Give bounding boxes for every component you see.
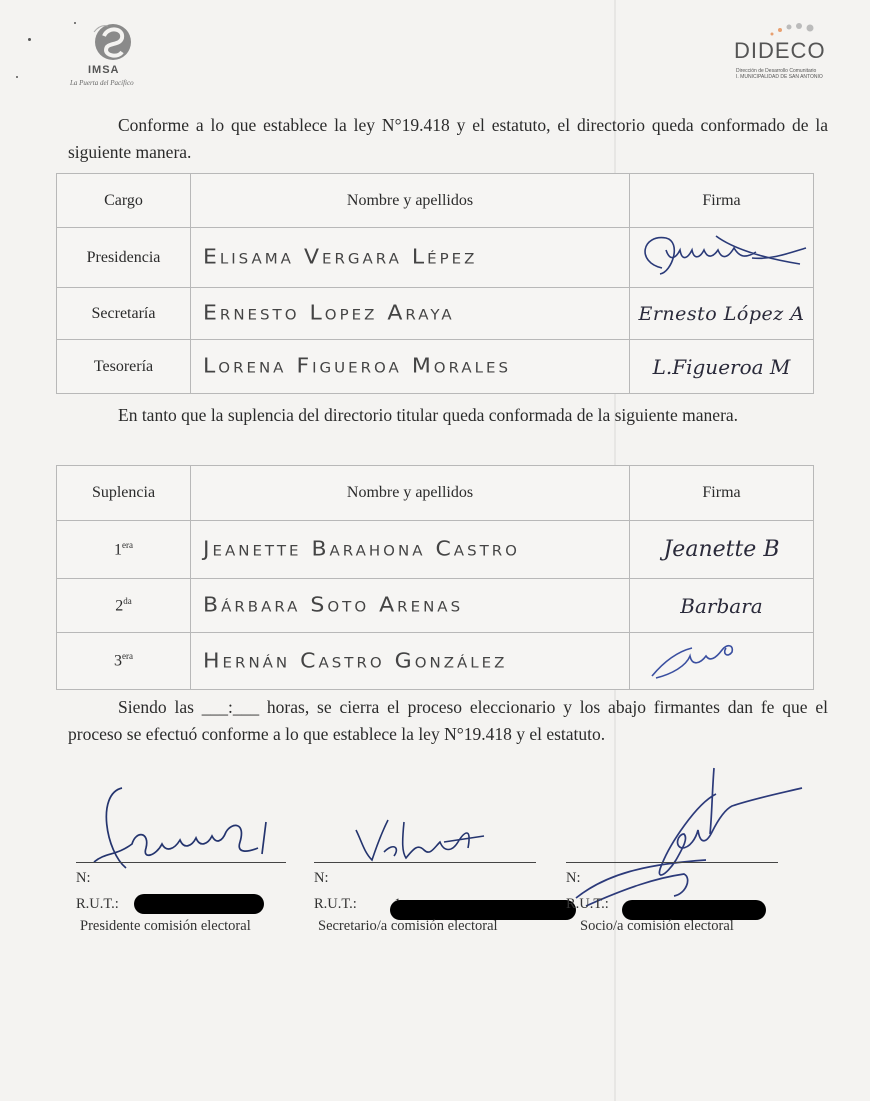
table-row xyxy=(57,521,814,579)
signature-suplente-3 xyxy=(632,634,812,684)
substitute-text: En tanto que la suplencia del directorio titular queda conformada de la siguiente manera. xyxy=(118,405,739,425)
role-cell: Presidencia xyxy=(57,228,191,288)
signature-cell xyxy=(630,288,814,340)
redaction-bar xyxy=(390,900,576,920)
col-header-cargo: Cargo xyxy=(57,174,191,228)
redaction-bar xyxy=(622,900,766,920)
signature-secretaria: Ernesto López A xyxy=(638,302,805,325)
name-cell xyxy=(191,340,630,394)
dideco-logo xyxy=(728,18,828,88)
table-row xyxy=(57,340,814,394)
role-caption: Presidente comisión electoral xyxy=(80,918,251,934)
handwritten-name: Jeanette Barahona Castro xyxy=(203,538,520,561)
order-number: 3 xyxy=(114,652,122,670)
substitute-table xyxy=(56,465,814,690)
table-row xyxy=(57,579,814,633)
order-number: 1 xyxy=(114,541,122,559)
handwritten-name: Ernesto Lopez Araya xyxy=(203,302,455,325)
signature-member xyxy=(566,764,806,914)
col-header-suplencia: Suplencia xyxy=(57,466,191,521)
signature-line xyxy=(566,862,778,863)
closing-text: Siendo las ___:___ horas, se cierra el proceso eleccionario y los abajo firmantes dan fe que el proceso se efectuó conforme a lo que establece la ley N°19.418 y el estatuto. xyxy=(68,697,828,744)
intro-paragraph xyxy=(68,112,828,166)
signature-cell xyxy=(630,228,814,288)
imsa-logo-text: IMSA xyxy=(88,64,120,76)
signature-cell xyxy=(630,633,814,690)
name-label: N: xyxy=(314,870,329,886)
col-header-name: Nombre y apellidos xyxy=(191,174,630,228)
substitute-header-row xyxy=(57,466,814,521)
signature-tesoreria: L.Figueroa M xyxy=(652,354,791,379)
name-label: N: xyxy=(566,870,581,886)
substitute-paragraph xyxy=(68,402,828,429)
name-cell xyxy=(191,633,630,690)
table-row xyxy=(57,228,814,288)
role-caption: Secretario/a comisión electoral xyxy=(318,918,498,934)
signature-suplente-2: Barbara xyxy=(680,593,763,618)
handwritten-name: Bárbara Soto Arenas xyxy=(203,594,464,617)
signature-cell xyxy=(630,579,814,633)
name-cell xyxy=(191,288,630,340)
signature-presidencia xyxy=(632,228,812,282)
imsa-swirl-icon xyxy=(90,20,136,64)
speck xyxy=(16,76,18,78)
board-header-row xyxy=(57,174,814,228)
dideco-subtitle-2: I. MUNICIPALIDAD DE SAN ANTONIO xyxy=(736,74,823,80)
signature-suplente-1: Jeanette B xyxy=(663,537,780,562)
dideco-subtitle: Dirección de Desarrollo Comunitario xyxy=(736,68,817,74)
imsa-tagline: La Puerta del Pacífico xyxy=(70,79,134,87)
rut-label: R.U.T.: xyxy=(566,896,609,912)
role-cell: Secretaría xyxy=(57,288,191,340)
name-cell xyxy=(191,228,630,288)
redaction-bar xyxy=(134,894,264,914)
signature-president xyxy=(86,782,286,872)
col-header-name: Nombre y apellidos xyxy=(191,466,630,521)
signature-secretary xyxy=(344,812,494,872)
signature-cell xyxy=(630,521,814,579)
order-cell xyxy=(57,579,191,633)
name-label: N: xyxy=(76,870,91,886)
board-table xyxy=(56,173,814,394)
col-header-firma: Firma xyxy=(630,174,814,228)
handwritten-name: Hernán Castro González xyxy=(203,649,508,673)
role-caption: Socio/a comisión electoral xyxy=(580,918,734,934)
dideco-logo-text: DIDECO xyxy=(734,38,826,63)
handwritten-name: Elisama Vergara Lépez xyxy=(203,246,478,269)
order-suffix: da xyxy=(123,595,132,606)
handwritten-name: Lorena Figueroa Morales xyxy=(203,355,512,378)
name-cell xyxy=(191,579,630,633)
closing-paragraph xyxy=(68,694,828,748)
rut-label: R.U.T.: xyxy=(76,896,119,912)
speck xyxy=(28,38,31,41)
name-cell xyxy=(191,521,630,579)
order-number: 2 xyxy=(115,597,124,615)
order-cell xyxy=(57,521,191,579)
rut-label: R.U.T.: xyxy=(314,896,357,912)
table-row xyxy=(57,288,814,340)
signature-line xyxy=(76,862,286,863)
order-suffix: era xyxy=(122,651,133,662)
signature-line xyxy=(314,862,536,863)
order-suffix: era xyxy=(122,539,133,550)
col-header-firma: Firma xyxy=(630,466,814,521)
imsa-logo xyxy=(66,20,176,95)
dideco-dots-icon xyxy=(764,18,824,40)
table-row xyxy=(57,633,814,690)
signature-cell xyxy=(630,340,814,394)
role-cell: Tesorería xyxy=(57,340,191,394)
order-cell xyxy=(57,633,191,690)
intro-text: Conforme a lo que establece la ley N°19.418 y el estatuto, el directorio queda conformado de la siguiente manera. xyxy=(68,115,828,162)
